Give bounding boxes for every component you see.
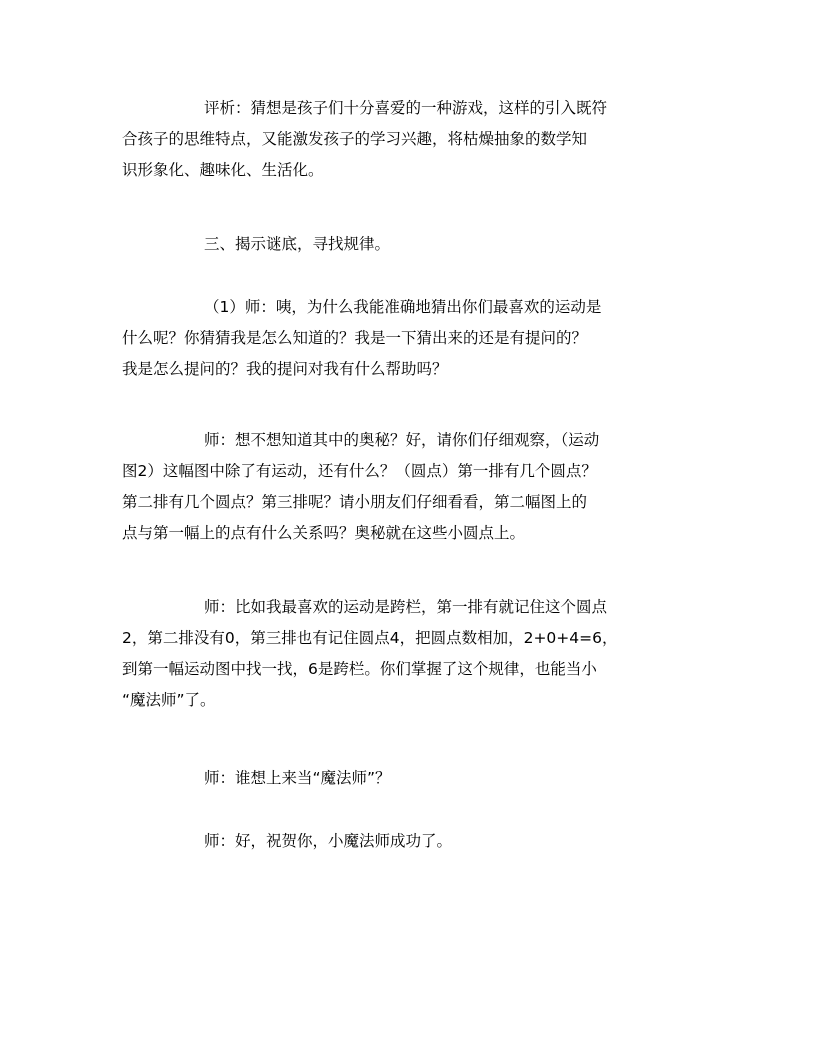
text-line: 师：比如我最喜欢的运动是跨栏，第一排有就记住这个圆点	[204, 598, 608, 616]
text-line: 图2）这幅图中除了有运动，还有什么？（圆点）第一排有几个圆点？	[122, 462, 597, 480]
text-line: 识形象化、趣味化、生活化。	[122, 161, 324, 179]
section-heading	[122, 229, 688, 260]
text-line: 什么呢？你猜猜我是怎么知道的？我是一下猜出来的还是有提问的？	[122, 329, 588, 347]
text-line: 师：谁想上来当“魔法师”？	[204, 769, 391, 787]
text-line: 到第一幅运动图中找一找，6是跨栏。你们掌握了这个规律，也能当小	[122, 660, 597, 678]
paragraph-teacher-example	[122, 592, 688, 716]
text-line: 师：想不想知道其中的奥秘？好，请你们仔细观察，（运动	[204, 431, 600, 449]
text-line: 合孩子的思维特点，又能激发孩子的学习兴趣，将枯燥抽象的数学知	[122, 130, 588, 148]
paragraph-teacher-congrats	[122, 826, 688, 857]
text-line: （1）师：咦，为什么我能准确地猜出你们最喜欢的运动是	[204, 298, 602, 316]
text-line: 2，第二排没有0，第三排也有记住圆点4，把圆点数相加，2+0+4=6，	[122, 629, 618, 647]
text-line: 我是怎么提问的？我的提问对我有什么帮助吗？	[122, 360, 448, 378]
text-line: “魔法师”了。	[122, 691, 216, 709]
paragraph-analysis	[122, 93, 688, 186]
paragraph-teacher-who	[122, 763, 688, 794]
text-line: 点与第一幅上的点有什么关系吗？奥秘就在这些小圆点上。	[122, 524, 526, 542]
text-line: 评析：猜想是孩子们十分喜爱的一种游戏，这样的引入既符	[204, 99, 608, 117]
text-line: 三、揭示谜底，寻找规律。	[204, 235, 391, 253]
text-line: 第二排有几个圆点？第三排呢？请小朋友们仔细看看，第二幅图上的	[122, 493, 588, 511]
paragraph-question-1	[122, 292, 688, 385]
paragraph-teacher-observe	[122, 425, 688, 549]
text-line: 师：好，祝贺你，小魔法师成功了。	[204, 832, 453, 850]
